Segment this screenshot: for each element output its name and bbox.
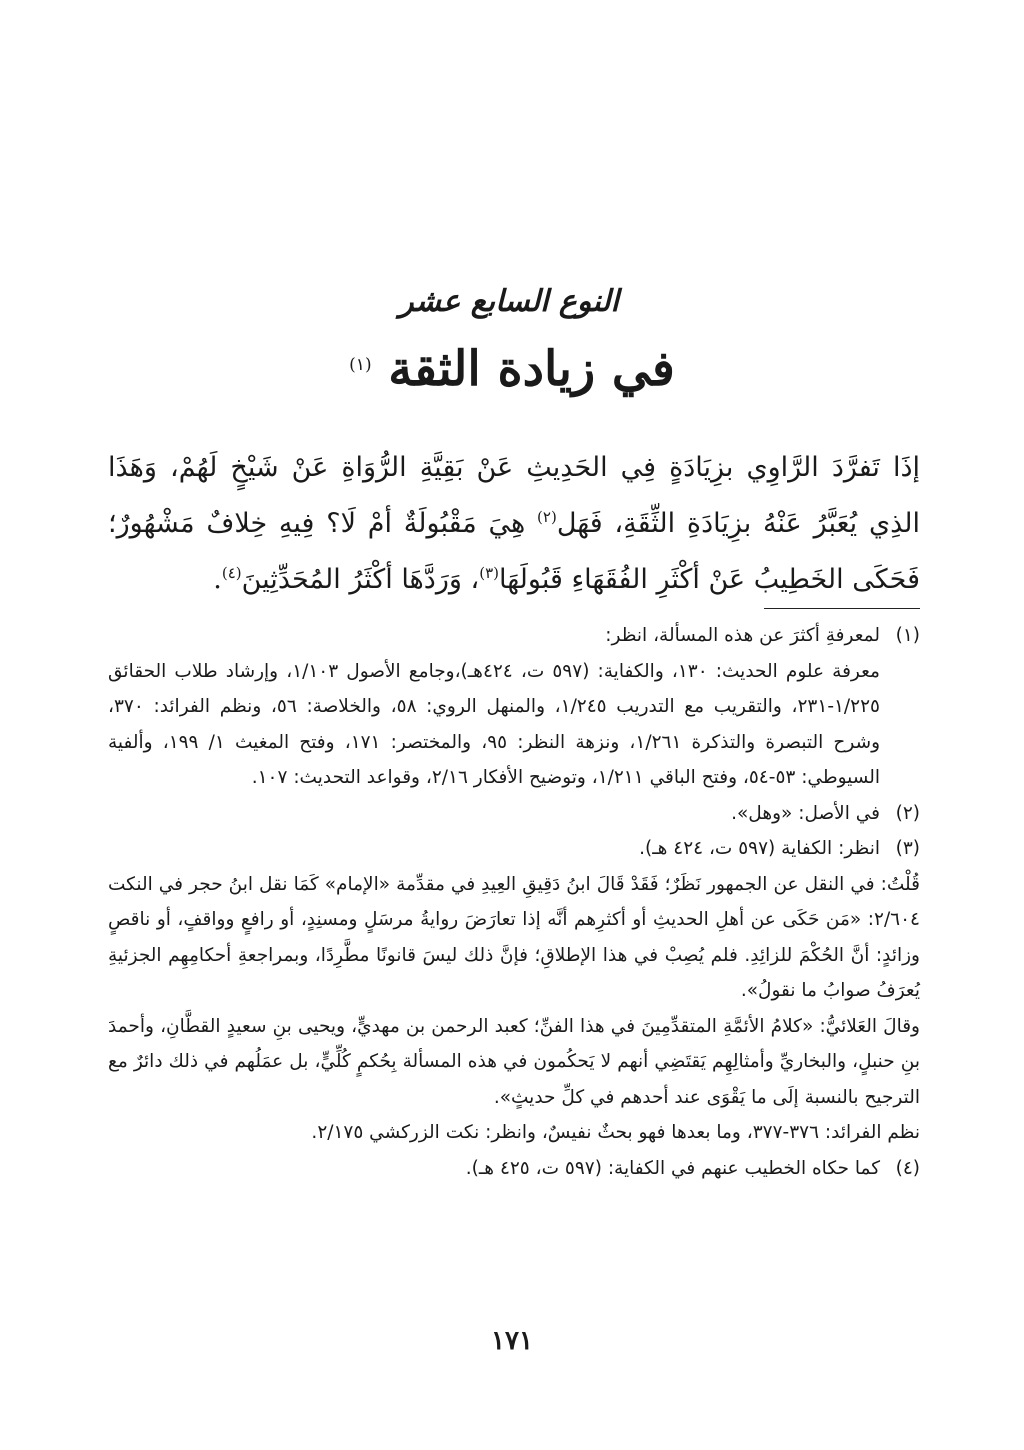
footnote-marker-3[interactable]: (٣) <box>479 564 499 582</box>
footnote-2 <box>108 796 920 832</box>
paragraph-part-2: هِيَ مَقْبُولَةٌ أمْ لَا؟ فِيهِ خِلافٌ مَشْهُورٌ؛ فَحَكَى الخَطِيبُ عَنْ أكْثَرِ الفُقَهَاءِ قَبُولَهَا <box>108 508 920 595</box>
footnote-line: انظر: الكفاية (٥٩٧ ت، ٤٢٤ هـ). <box>639 838 880 859</box>
footnote-line: في الأصل: «وهل». <box>731 802 880 824</box>
footnote-number: (١) <box>895 625 920 646</box>
footnote-3-reference: نظم الفرائد: ٣٧٦-٣٧٧، وما بعدها فهو بحثٌ نفيسٌ، وانظر: نكت الزركشي ٢/١٧٥. <box>311 1122 920 1143</box>
paragraph-part-3: ، وَرَدَّهَا أكْثَرُ المُحَدِّثِينَ <box>241 564 480 595</box>
footnote-3-commentary: قُلْتُ: في النقل عن الجمهور نَظَرٌ؛ فَقَدْ قَالَ ابنُ دَقِيقِ العِيدِ في مقدِّمة «الإمام» كَمَا نقل ابنُ حجر في النكت ٢/٦٠٤: «مَن حَكَى عن أهلِ الحديثِ أو أكثرِهم أنَّه إذا تعارَضَ روايةُ مرسَلٍ ومسنِدٍ، أو رافعٍ وواقفٍ، أو ناقصٍ وزائدٍ: أنَّ الحُكْمَ للزائِدِ. فلم يُصِبْ في هذا الإطلاقِ؛ فإنَّ ذلك ليسَ قانونًا مطَّرِدًا، وبمراجعةِ أحكامِهِم الجزئيةِ يُعرَفُ صوابُ ما نقولُ». <box>108 873 920 1001</box>
footnote-line: معرفة علوم الحديث: ١٣٠، والكفاية: (٥٩٧ ت، ٤٢٤هـ)،وجامع الأصول ١/١٠٣، وإرشاد طلاب الحقائق ١/٢٢٥-٢٣١، والتقريب مع التدريب ١/٢٤٥، والمنهل الروي: ٥٨، والخلاصة: ٥٦، ونظم الفرائد: ٣٧٠، وشرح التبصرة والتذكرة ١/٢٦١، ونزهة النظر: ٩٥، والمختصر: ١٧١، وفتح المغيث ١/ ١٩٩، وألفية السيوطي: ٥٣-٥٤، وفتح الباقي ١/٢١١، وتوضيح الأفكار ٢/١٦، وقواعد التحديث: ١٠٧. <box>108 660 881 788</box>
footnote-marker-2[interactable]: (٢) <box>537 508 557 526</box>
footnote-body <box>108 796 880 832</box>
footnote-marker-4[interactable]: (٤) <box>221 564 242 582</box>
footnote-body <box>108 831 880 867</box>
footnote-body <box>108 1151 880 1187</box>
footnote-4 <box>108 1151 920 1187</box>
paragraph-part-1: إذَا تَفرَّدَ الرَّاوِي بزِيَادَةٍ فِي الحَدِيثِ عَنْ بَقِيَّةِ الرُّوَاةِ عَنْ شَيْخٍ لَهُمْ، وَهَذَا الذِي يُعَبَّرُ عَنْهُ بزِيَادَةِ الثِّقَةِ، فَهَل <box>108 452 920 539</box>
chapter-title-text: في زيادة الثقة <box>388 341 675 397</box>
footnote-body <box>108 618 880 796</box>
main-paragraph <box>108 440 920 608</box>
footnote-number: (٣) <box>895 838 920 859</box>
title-footnote-marker[interactable]: (١) <box>349 355 372 375</box>
footnote-line: لمعرفةِ أكثرَ عن هذه المسألة، انظر: <box>605 625 880 646</box>
page-number: ١٧١ <box>491 1326 533 1356</box>
chapter-subtitle: النوع السابع عشر <box>399 284 619 319</box>
paragraph-part-4: . <box>213 564 222 595</box>
footnote-3 <box>108 831 920 867</box>
footnote-number: (٤) <box>895 1157 920 1179</box>
footnote-divider <box>764 608 920 609</box>
footnote-line: كما حكاه الخطيب عنهم في الكفاية: (٥٩٧ ت، ٤٢٥ هـ). <box>465 1157 880 1179</box>
chapter-heading <box>0 278 1024 410</box>
footnote-number: (٢) <box>895 802 920 824</box>
footnote-3-commentary: وقالَ العَلائيُّ: «كلامُ الأئمَّةِ المتقدِّمِينَ في هذا الفنِّ؛ كعبد الرحمن بن مهديٍّ، ويحيى بنِ سعيدٍ القطَّانِ، وأحمدَ بنِ حنبلٍ، والبخاريِّ وأمثالِهِم يَقتَضِي أنهم لا يَحكُمون في هذه المسألة بِحُكمٍ كُلِّيٍّ، بل عمَلُهم في ذلك دائرٌ مع الترجيح بالنسبة إلَى ما يَقْوَى عند أحدهم في كلِّ حديثٍ». <box>108 1015 920 1108</box>
chapter-title <box>0 328 1024 410</box>
footnotes-section <box>108 618 920 1186</box>
footnote-1 <box>108 618 920 796</box>
